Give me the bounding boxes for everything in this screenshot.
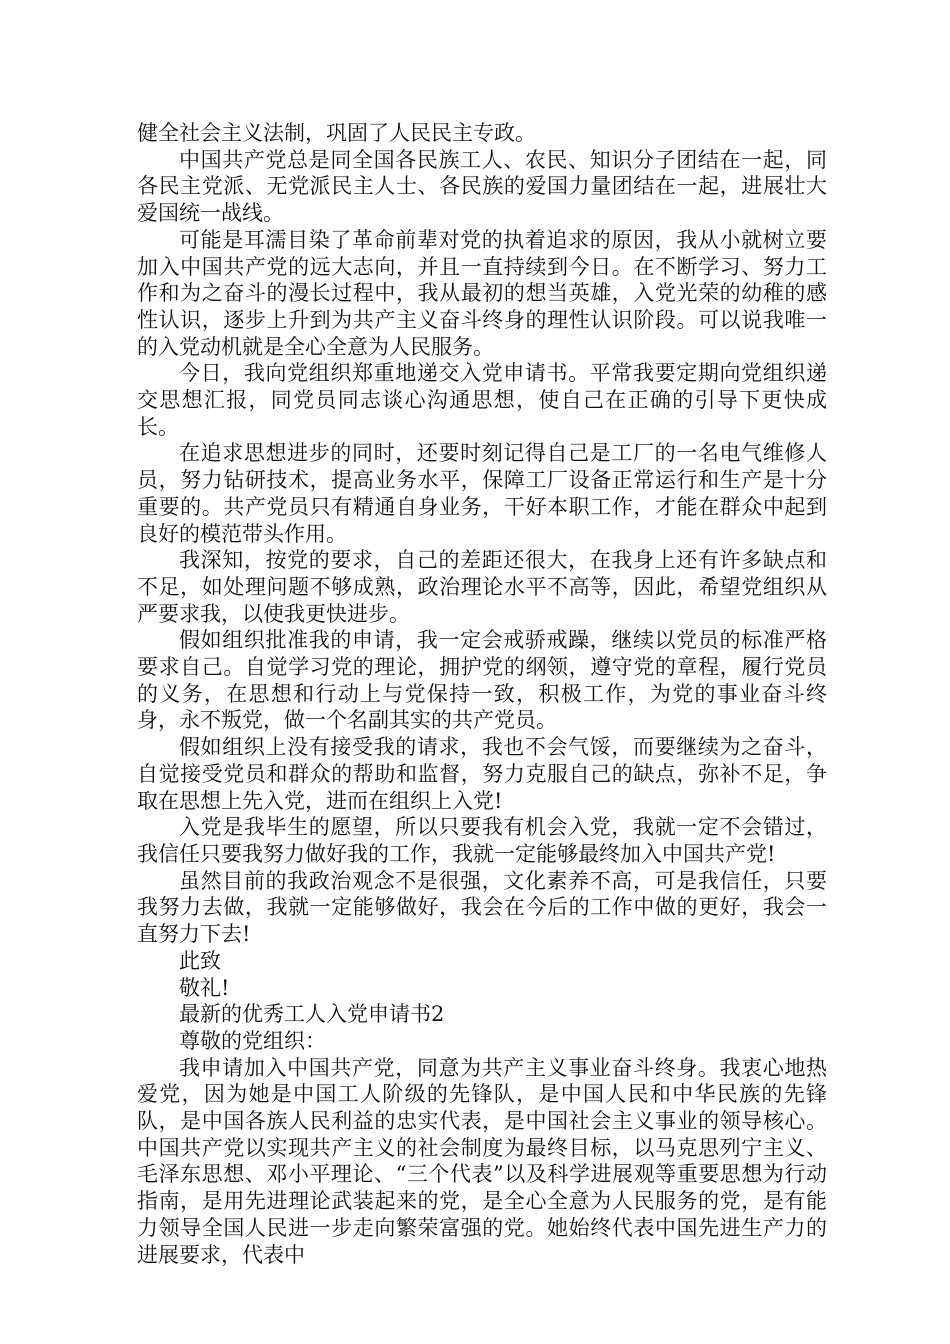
paragraph-if-not-approved: 假如组织上没有接受我的请求，我也不会气馁，而要继续为之奋斗，自觉接受党员和群众的帮助和监督，努力克服自己的缺点，弥补不足，争取在思想上先入党，进而在组织上入党! (137, 735, 827, 813)
paragraph-application-2: 我申请加入中国共产党，同意为共产主义事业奋斗终身。我衷心地热爱党，因为她是中国工人阶级的先锋队，是中国人民和中华民族的先锋队，是中国各族人民利益的忠实代表，是中国社会主义事业的领导核心。中国共产党以实现共产主义的社会制度为最终目标，以马克思列宁主义、毛泽东思想、邓小平理论、“三个代表”以及科学进展观等重要思想为行动指南，是用先进理论武装起来的党，是全心全意为人民服务的党，是有能力领导全国人民进一步走向繁荣富强的党。她始终代表中国先进生产力的进展要求，代表中 (137, 1055, 827, 1267)
paragraph-united-front: 中国共产党总是同全国各民族工人、农民、知识分子团结在一起，同各民主党派、无党派民主人士、各民族的爱国力量团结在一起，进展壮大爱国统一战线。 (137, 147, 827, 226)
paragraph-continuation: 健全社会主义法制，巩固了人民民主专政。 (137, 121, 536, 145)
document-body (137, 120, 827, 1268)
paragraph-determination: 虽然目前的我政治观念不是很强，文化素养不高，可是我信任，只要我努力去做，我就一定能够做好，我会在今后的工作中做的更好，我会一直努力下去! (137, 868, 827, 947)
paragraph-if-approved: 假如组织批准我的申请，我一定会戒骄戒躁，继续以党员的标准严格要求自己。自觉学习党的理论，拥护党的纲领，遵守党的章程，履行党员的义务，在思想和行动上与党保持一致，积极工作，为党的事业奋斗终身，永不叛党，做一个名副其实的共产党员。 (137, 628, 827, 733)
closing-cizhi: 此致 (179, 948, 221, 973)
salutation: 尊敬的党组织： (179, 1028, 326, 1053)
closing-jingli: 敬礼! (179, 975, 230, 1000)
paragraph-application: 今日，我向党组织郑重地递交入党申请书。平常我要定期向党组织递交思想汇报，同党员同志谈心沟通思想，使自己在正确的引导下更快成长。 (137, 361, 827, 439)
paragraph-shortcomings: 我深知，按党的要求，自己的差距还很大，在我身上还有许多缺点和不足，如处理问题不够成熟，政治理论水平不高等，因此，希望党组织从严要求我，以使我更快进步。 (137, 548, 827, 626)
paragraph-motivation: 可能是耳濡目染了革命前辈对党的执着追求的原因，我从小就树立要加入中国共产党的远大志向，并且一直持续到今日。在不断学习、努力工作和为之奋斗的漫长过程中，我从最初的想当英雄，入党光荣的幼稚的感性认识，逐步上升到为共产主义奋斗终身的理性认识阶段。可以说我唯一的入党动机就是全心全意为人民服务。 (137, 227, 827, 359)
section-title-2: 最新的优秀工人入党申请书2 (179, 1002, 445, 1027)
paragraph-work-duty: 在追求思想进步的同时，还要时刻记得自己是工厂的一名电气维修人员，努力钻研技术，提高业务水平，保障工厂设备正常运行和生产是十分重要的。共产党员只有精通自身业务，干好本职工作，才能在群众中起到良好的模范带头作用。 (137, 441, 827, 546)
paragraph-lifelong-wish: 入党是我毕生的愿望，所以只要我有机会入党，我就一定不会错过，我信任只要我努力做好我的工作，我就一定能够最终加入中国共产党! (137, 815, 827, 866)
